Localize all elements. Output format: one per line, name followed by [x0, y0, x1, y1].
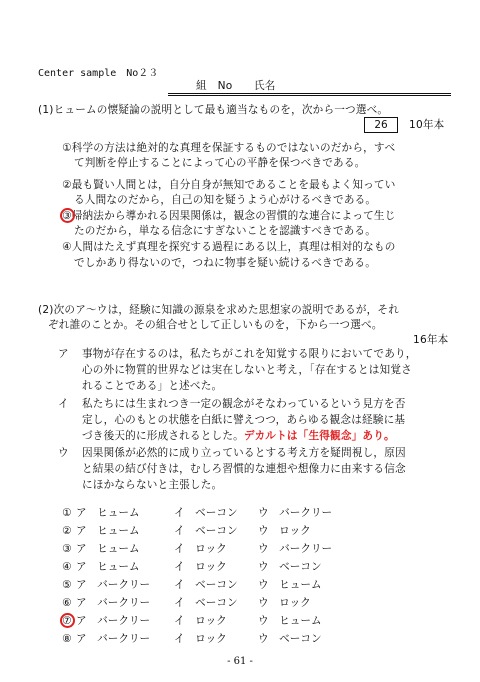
choice-c: ウ ロック [258, 597, 311, 609]
q2-item-c-line3: にほかならないと主張した。 [82, 479, 223, 491]
choice-b: イ ベーコン [174, 597, 238, 609]
q2-year: 16年本 [413, 334, 449, 346]
answer-circle-mark [60, 613, 75, 628]
page-number: - 61 - [227, 656, 253, 667]
header-underline-2 [168, 95, 451, 96]
q2-item-a-label: ア [58, 348, 69, 360]
choice-b: イ ベーコン [174, 579, 238, 591]
choice-number: ④ [62, 561, 72, 573]
q1-year: 10年本 [409, 119, 445, 131]
q1-option-4-line1: ④人間はたえず真理を探究する過程にある以上，真理は相対的なもの [62, 241, 396, 253]
q2-item-b-line3 [82, 429, 395, 443]
choice-a: ア バークリー [76, 597, 151, 609]
q1-option-3-line2: たのだから，単なる信念にすぎないことを認識すべきである。 [74, 225, 377, 237]
q2-item-a-line3: れることである」と述べた。 [82, 380, 223, 392]
doc-title: Center sample No２３ [38, 68, 159, 79]
choice-c: ウ バークリー [258, 507, 333, 519]
name-fields: 組 No 氏名 [196, 80, 276, 92]
q2-item-a-line1: 事物が存在するのは，私たちがこれを知覚する限りにおいてであり， [82, 348, 417, 360]
choice-number: ① [62, 507, 72, 519]
choice-a: ア ヒューム [76, 525, 140, 537]
q2-stem-line1: (2)次のア～ウは，経験に知識の源泉を求めた思想家の説明であるが，それ [38, 304, 400, 316]
q1-option-2-line2: る人間なのだから，自己の知を疑うよう心がけるべきである。 [74, 194, 377, 206]
choice-a: ア バークリー [76, 633, 151, 645]
choice-b: イ ロック [174, 543, 227, 555]
q2-item-c-line1: 因果関係が必然的に成り立っているとする考え方を疑問視し，原因 [82, 447, 406, 459]
choice-b: イ ベーコン [174, 507, 238, 519]
q2-item-c-line2: と結果の結び付きは，むしろ習慣的な連想や想像力に由来する信念 [82, 463, 406, 475]
choice-number: ② [62, 525, 72, 537]
q1-option-4-line2: でしかあり得ないので，つねに物事を疑い続けるべきである。 [74, 257, 377, 269]
choice-a: ア バークリー [76, 615, 151, 627]
choice-a: ア ヒューム [76, 543, 140, 555]
choice-b: イ ロック [174, 561, 227, 573]
answer-circle-mark [60, 208, 75, 223]
choice-number: ⑦ [62, 615, 72, 627]
q2-item-b-label: イ [58, 398, 69, 410]
q1-option-1-line2: て判断を停止することによって心の平静を保つべきである。 [74, 157, 366, 169]
q1-option-1-line1: ①科学の方法は絶対的な真理を保証するものではないのだから，すべ [62, 142, 396, 154]
q1-stem: (1)ヒュームの懐疑論の説明として最も適当なものを，次から一つ選べ。 [38, 104, 389, 116]
choice-number: ⑥ [62, 597, 72, 609]
choice-b: イ ロック [174, 633, 227, 645]
q1-answer-box: 26 [364, 117, 398, 133]
choice-b: イ ロック [174, 615, 227, 627]
q2-item-a-line2: 心の外に物質的世界などは実在しないと考え，「存在するとは知覚さ [82, 364, 412, 376]
descartes-note: デカルトは「生得観念」あり。 [243, 430, 395, 442]
choice-c: ウ ベーコン [258, 561, 322, 573]
header-underline [168, 93, 451, 94]
choice-b: イ ベーコン [174, 525, 238, 537]
q2-item-b-line3-text: づき後天的に形成されるとした。 [82, 430, 244, 442]
choice-a: ア ヒューム [76, 507, 140, 519]
choice-number: ③ [62, 543, 72, 555]
choice-c: ウ ロック [258, 525, 311, 537]
choice-c: ウ ヒューム [258, 615, 322, 627]
choice-a: ア バークリー [76, 579, 151, 591]
q2-stem-line2: ぞれ誰のことか。その組合せとして正しいものを，下から一つ選べ。 [48, 319, 383, 331]
q1-option-2-line1: ②最も賢い人間とは，自分自身が無知であることを最もよく知ってい [62, 179, 396, 191]
q2-item-b-line1: 私たちには生まれつき一定の観念がそなわっているという見方を否 [82, 398, 406, 410]
choice-number: ⑧ [62, 633, 72, 645]
choice-a: ア ヒューム [76, 561, 140, 573]
q1-option-3-line1: ③帰納法から導かれる因果関係は，観念の習慣的な連合によって生じ [62, 210, 396, 222]
choice-c: ウ バークリー [258, 543, 333, 555]
choice-c: ウ ヒューム [258, 579, 322, 591]
choice-number: ⑤ [62, 579, 72, 591]
q2-item-c-label: ウ [58, 447, 69, 459]
choice-c: ウ ベーコン [258, 633, 322, 645]
q2-item-b-line2: 定し，心のもとの状態を白紙に譬えつつ，あらゆる観念は経験に基 [82, 414, 406, 426]
